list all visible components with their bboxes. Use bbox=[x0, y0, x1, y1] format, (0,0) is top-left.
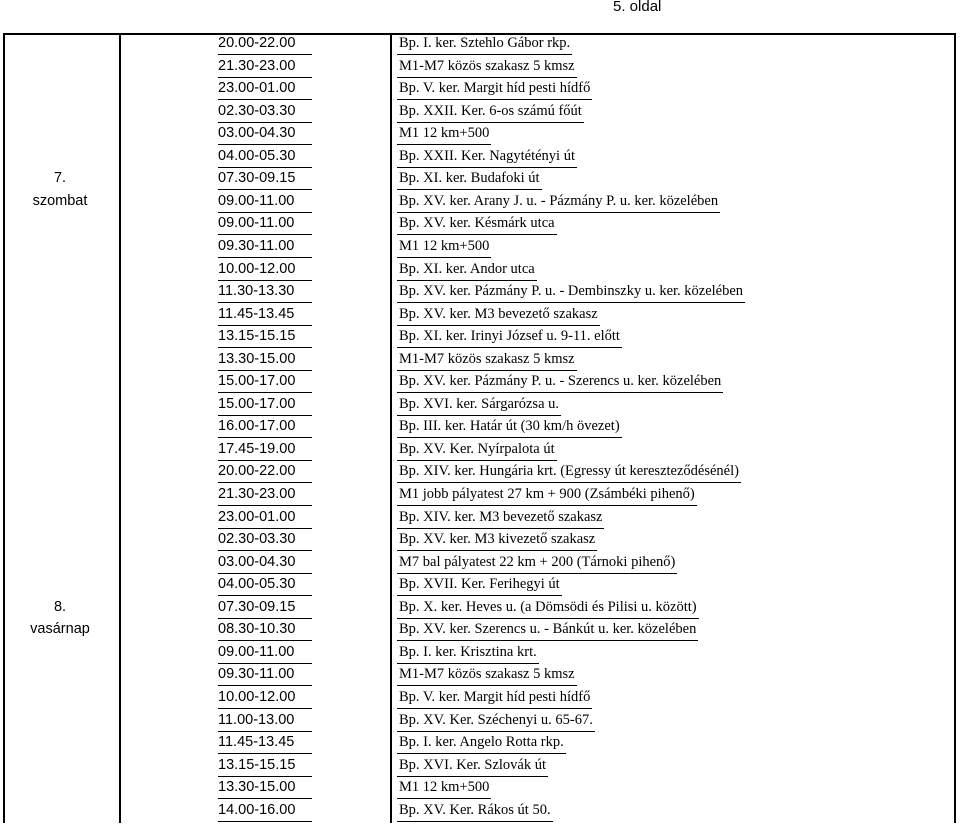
table-row bbox=[0, 779, 960, 802]
table-row bbox=[0, 396, 960, 419]
location-cell: Bp. III. ker. Határ út (30 km/h övezet) bbox=[399, 418, 620, 435]
time-cell: 04.00-05.30 bbox=[218, 576, 296, 593]
time-cell: 09.30-11.00 bbox=[218, 237, 295, 254]
table-row bbox=[0, 170, 960, 193]
table-row bbox=[0, 666, 960, 689]
location-underline bbox=[397, 257, 491, 258]
time-cell: 03.00-04.30 bbox=[218, 553, 296, 570]
table-row bbox=[0, 576, 960, 599]
time-underline bbox=[218, 392, 312, 393]
location-underline bbox=[397, 528, 604, 529]
time-underline bbox=[218, 302, 312, 303]
location-underline bbox=[397, 731, 595, 732]
table-row bbox=[0, 148, 960, 171]
location-cell: M1 12 km+500 bbox=[399, 779, 490, 796]
table-row bbox=[0, 80, 960, 103]
table-row bbox=[0, 351, 960, 374]
table-row bbox=[0, 418, 960, 441]
time-underline bbox=[218, 595, 312, 596]
time-cell: 11.45-13.45 bbox=[218, 734, 295, 751]
location-cell: Bp. XVI. ker. Sárgarózsa u. bbox=[399, 395, 560, 412]
location-cell: M1 jobb pályatest 27 km + 900 (Zsámbéki pihenő) bbox=[399, 486, 695, 502]
table-row bbox=[0, 35, 960, 58]
time-cell: 04.00-05.30 bbox=[218, 147, 296, 164]
location-cell: Bp. XXII. Ker. Nagytétényi út bbox=[399, 147, 575, 164]
location-underline bbox=[397, 212, 720, 213]
location-cell: Bp. XVII. Ker. Ferihegyi út bbox=[399, 576, 560, 593]
time-cell: 15.00-17.00 bbox=[218, 395, 296, 412]
location-cell: M1-M7 közös szakasz 5 kmsz bbox=[399, 350, 575, 367]
time-cell: 08.30-10.30 bbox=[218, 621, 296, 638]
location-cell: Bp. XV. Ker. Széchenyi u. 65-67. bbox=[399, 711, 593, 728]
table-row bbox=[0, 802, 960, 825]
page-number: 5. oldal bbox=[613, 0, 662, 15]
table-row bbox=[0, 599, 960, 622]
table-row bbox=[0, 373, 960, 396]
table-row bbox=[0, 103, 960, 126]
table-row bbox=[0, 328, 960, 351]
table-row bbox=[0, 441, 960, 464]
location-cell: Bp. XV. ker. Szerencs u. - Bánkút u. ker. közelében bbox=[399, 621, 697, 638]
time-underline bbox=[218, 573, 312, 574]
location-underline bbox=[397, 753, 566, 754]
time-underline bbox=[218, 144, 312, 145]
location-underline bbox=[397, 505, 697, 506]
location-underline bbox=[397, 122, 584, 123]
time-cell: 09.00-11.00 bbox=[218, 643, 295, 660]
location-underline bbox=[397, 99, 592, 100]
time-underline bbox=[218, 663, 312, 664]
table-row bbox=[0, 261, 960, 284]
time-cell: 10.00-12.00 bbox=[218, 688, 296, 705]
time-cell: 13.15-15.15 bbox=[218, 328, 296, 345]
location-underline bbox=[397, 618, 699, 619]
time-cell: 21.30-23.00 bbox=[218, 57, 296, 74]
location-underline bbox=[397, 460, 557, 461]
table-row bbox=[0, 125, 960, 148]
time-cell: 23.00-01.00 bbox=[218, 80, 296, 97]
location-cell: Bp. XV. ker. M3 bevezető szakasz bbox=[399, 305, 598, 322]
table-row bbox=[0, 283, 960, 306]
table-row bbox=[0, 215, 960, 238]
time-underline bbox=[218, 167, 312, 168]
time-underline bbox=[218, 505, 312, 506]
location-underline bbox=[397, 54, 572, 55]
location-underline bbox=[397, 595, 562, 596]
time-underline bbox=[218, 640, 312, 641]
location-cell: Bp. XI. ker. Irinyi József u. 9-11. előtt bbox=[399, 328, 620, 345]
time-underline bbox=[218, 731, 312, 732]
location-underline bbox=[397, 392, 723, 393]
location-cell: Bp. XV. ker. Pázmány P. u. - Szerencs u. ker. közelében bbox=[399, 373, 722, 390]
time-cell: 09.00-11.00 bbox=[218, 192, 295, 209]
location-underline bbox=[397, 280, 537, 281]
time-cell: 14.00-16.00 bbox=[218, 801, 296, 818]
time-underline bbox=[218, 370, 312, 371]
time-cell: 20.00-22.00 bbox=[218, 35, 296, 51]
location-underline bbox=[397, 167, 577, 168]
time-cell: 21.30-23.00 bbox=[218, 486, 296, 502]
time-underline bbox=[218, 753, 312, 754]
time-cell: 15.00-17.00 bbox=[218, 373, 296, 390]
location-underline bbox=[397, 821, 553, 822]
time-underline bbox=[218, 528, 312, 529]
location-cell: Bp. XI. ker. Budafoki út bbox=[399, 170, 540, 187]
table-row bbox=[0, 554, 960, 577]
time-cell: 20.00-22.00 bbox=[218, 463, 296, 480]
location-underline bbox=[397, 573, 677, 574]
location-underline bbox=[397, 798, 491, 799]
time-underline bbox=[218, 618, 312, 619]
time-underline bbox=[218, 257, 312, 258]
location-cell: M1-M7 közös szakasz 5 kmsz bbox=[399, 666, 575, 683]
location-cell: Bp. XVI. Ker. Szlovák út bbox=[399, 756, 546, 773]
time-cell: 17.45-19.00 bbox=[218, 440, 296, 457]
location-cell: Bp. V. ker. Margit híd pesti hídfő bbox=[399, 688, 591, 705]
time-cell: 10.00-12.00 bbox=[218, 260, 296, 277]
table-row bbox=[0, 463, 960, 486]
time-underline bbox=[218, 460, 312, 461]
table-row bbox=[0, 531, 960, 554]
time-underline bbox=[218, 234, 312, 235]
time-underline bbox=[218, 347, 312, 348]
time-cell: 09.30-11.00 bbox=[218, 666, 295, 683]
location-cell: Bp. V. ker. Margit híd pesti hídfő bbox=[399, 80, 591, 97]
time-cell: 02.30-03.30 bbox=[218, 102, 296, 119]
time-underline bbox=[218, 54, 312, 55]
time-underline bbox=[218, 99, 312, 100]
time-underline bbox=[218, 821, 312, 822]
location-cell: Bp. I. ker. Krisztina krt. bbox=[399, 643, 537, 660]
time-underline bbox=[218, 798, 312, 799]
location-underline bbox=[397, 189, 542, 190]
time-cell: 13.30-15.00 bbox=[218, 779, 296, 796]
time-underline bbox=[218, 708, 312, 709]
time-underline bbox=[218, 325, 312, 326]
location-underline bbox=[397, 437, 622, 438]
time-cell: 02.30-03.30 bbox=[218, 531, 296, 548]
location-cell: M1 12 km+500 bbox=[399, 237, 490, 254]
time-underline bbox=[218, 482, 312, 483]
location-cell: Bp. XI. ker. Andor utca bbox=[399, 260, 535, 277]
table-row bbox=[0, 757, 960, 780]
time-underline bbox=[218, 212, 312, 213]
location-underline bbox=[397, 776, 548, 777]
table-row bbox=[0, 238, 960, 261]
location-underline bbox=[397, 77, 577, 78]
time-underline bbox=[218, 415, 312, 416]
location-cell: M1 12 km+500 bbox=[399, 125, 490, 142]
location-cell: Bp. I. ker. Sztehlo Gábor rkp. bbox=[399, 35, 571, 51]
location-cell: M7 bal pályatest 22 km + 200 (Tárnoki pihenő) bbox=[399, 553, 676, 570]
table-row bbox=[0, 509, 960, 532]
location-cell: M1-M7 közös szakasz 5 kmsz bbox=[399, 57, 575, 74]
time-cell: 07.30-09.15 bbox=[218, 170, 296, 187]
location-cell: Bp. X. ker. Heves u. (a Dömsödi és Pilisi u. között) bbox=[399, 598, 697, 615]
day-cell: szombat bbox=[32, 192, 88, 209]
location-underline bbox=[397, 347, 622, 348]
time-cell: 11.30-13.30 bbox=[218, 283, 295, 300]
location-underline bbox=[397, 550, 597, 551]
table-row bbox=[0, 689, 960, 712]
location-cell: Bp. XIV. ker. M3 bevezető szakasz bbox=[399, 508, 603, 525]
table-row bbox=[0, 193, 960, 216]
time-cell: 11.00-13.00 bbox=[218, 711, 295, 728]
time-underline bbox=[218, 437, 312, 438]
location-underline bbox=[397, 482, 741, 483]
location-underline bbox=[397, 415, 561, 416]
time-underline bbox=[218, 776, 312, 777]
location-cell: Bp. XIV. ker. Hungária krt. (Egressy út kereszteződésénél) bbox=[399, 463, 739, 480]
time-cell: 16.00-17.00 bbox=[218, 418, 296, 435]
location-cell: Bp. XV. ker. M3 kivezető szakasz bbox=[399, 531, 596, 548]
time-underline bbox=[218, 685, 312, 686]
location-underline bbox=[397, 370, 577, 371]
time-cell: 07.30-09.15 bbox=[218, 598, 296, 615]
location-cell: Bp. XV. Ker. Nyírpalota út bbox=[399, 440, 555, 457]
location-cell: Bp. I. ker. Angelo Rotta rkp. bbox=[399, 734, 564, 751]
time-underline bbox=[218, 77, 312, 78]
time-underline bbox=[218, 550, 312, 551]
location-underline bbox=[397, 302, 745, 303]
day-cell: 8. bbox=[53, 598, 67, 615]
location-underline bbox=[397, 640, 698, 641]
time-cell: 11.45-13.45 bbox=[218, 305, 295, 322]
time-underline bbox=[218, 189, 312, 190]
time-cell: 13.30-15.00 bbox=[218, 350, 296, 367]
location-cell: Bp. XV. ker. Pázmány P. u. - Dembinszky u. ker. közelében bbox=[399, 283, 744, 300]
location-cell: Bp. XV. ker. Késmárk utca bbox=[399, 215, 555, 232]
time-cell: 13.15-15.15 bbox=[218, 756, 296, 773]
location-cell: Bp. XV. Ker. Rákos út 50. bbox=[399, 801, 551, 818]
table-row bbox=[0, 306, 960, 329]
table-row bbox=[0, 712, 960, 735]
table-row bbox=[0, 621, 960, 644]
day-cell: 7. bbox=[53, 170, 67, 187]
table-row bbox=[0, 734, 960, 757]
time-cell: 09.00-11.00 bbox=[218, 215, 295, 232]
table-row bbox=[0, 58, 960, 81]
time-cell: 03.00-04.30 bbox=[218, 125, 296, 142]
location-underline bbox=[397, 144, 491, 145]
location-underline bbox=[397, 234, 557, 235]
location-underline bbox=[397, 325, 600, 326]
location-underline bbox=[397, 663, 539, 664]
time-underline bbox=[218, 280, 312, 281]
location-cell: Bp. XV. ker. Arany J. u. - Pázmány P. u. ker. közelében bbox=[399, 192, 719, 209]
location-cell: Bp. XXII. Ker. 6-os számú főút bbox=[399, 102, 582, 119]
table-row bbox=[0, 644, 960, 667]
time-underline bbox=[218, 122, 312, 123]
time-cell: 23.00-01.00 bbox=[218, 508, 296, 525]
location-underline bbox=[397, 685, 577, 686]
day-cell: vasárnap bbox=[30, 621, 90, 638]
table-row bbox=[0, 486, 960, 509]
location-underline bbox=[397, 708, 592, 709]
